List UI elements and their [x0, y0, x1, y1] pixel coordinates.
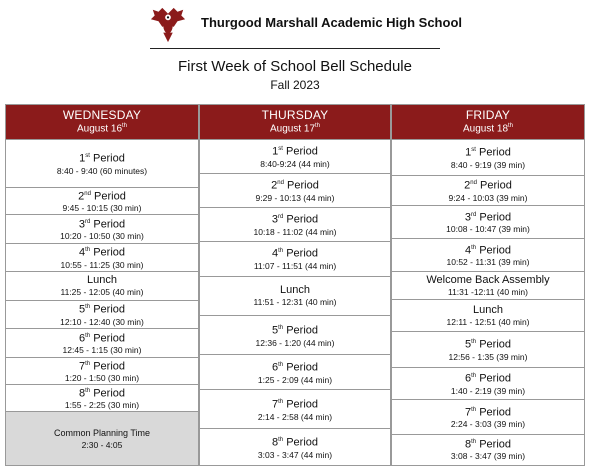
day-date	[6, 123, 198, 134]
period-number: 2	[464, 179, 471, 192]
period-number: 8	[79, 387, 86, 400]
period-cell	[200, 389, 390, 428]
period-number: 8	[465, 438, 472, 451]
period-time: 12:45 - 1:15 (30 min)	[62, 345, 142, 356]
date-text: August 17	[269, 123, 316, 135]
period-time: 10:52 - 11:31 (39 min)	[446, 257, 530, 268]
period-ordinal: rd	[277, 214, 284, 221]
period-name	[6, 427, 198, 440]
period-time: 2:30 - 4:05	[81, 439, 123, 450]
period-label: Period	[286, 436, 318, 449]
period-time: 11:51 - 12:31 (40 min)	[253, 296, 337, 307]
period-name	[392, 274, 584, 287]
date-suffix: th	[315, 123, 321, 129]
period-time: 9:29 - 10:13 (44 min)	[255, 192, 335, 203]
period-label: Period	[93, 246, 125, 259]
period-name	[6, 150, 198, 166]
period-label: Period	[286, 361, 318, 374]
period-label: Period	[480, 179, 512, 192]
period-name	[200, 245, 390, 261]
period-number: 4	[465, 244, 472, 257]
period-number: 3	[464, 211, 471, 224]
period-time: 9:45 - 10:15 (30 min)	[62, 203, 142, 214]
period-name	[6, 385, 198, 401]
period-ordinal: th	[471, 339, 477, 346]
period-time: 11:25 - 12:05 (40 min)	[60, 287, 144, 297]
header-divider	[150, 48, 440, 49]
period-time: 1:55 - 2:25 (30 min)	[64, 400, 140, 411]
period-ordinal: th	[85, 387, 91, 394]
period-name	[200, 396, 390, 412]
period-ordinal: th	[278, 248, 284, 255]
period-label: Period	[286, 324, 318, 337]
period-number: 2	[78, 190, 85, 203]
period-time: 12:11 - 12:51 (40 min)	[446, 316, 530, 327]
period-number: 2	[271, 179, 278, 192]
period-time: 10:08 - 10:47 (39 min)	[446, 224, 530, 235]
period-label: Period	[93, 303, 125, 316]
period-ordinal: nd	[470, 180, 477, 187]
period-number: 5	[465, 338, 472, 351]
period-cell	[392, 399, 584, 434]
period-cell	[200, 173, 390, 208]
period-time: 11:31 -12:11 (40 min)	[447, 286, 528, 297]
period-name	[6, 330, 198, 346]
period-ordinal: rd	[84, 218, 91, 225]
period-cell	[200, 315, 390, 354]
period-number: 6	[272, 361, 279, 374]
period-ordinal: th	[278, 436, 284, 443]
period-cell	[392, 139, 584, 175]
period-cell	[200, 139, 390, 173]
period-time: 1:40 - 2:19 (39 min)	[450, 385, 526, 396]
period-number: 4	[272, 248, 279, 261]
period-time: 12:10 - 12:40 (30 min)	[60, 316, 144, 327]
period-ordinal: th	[85, 360, 91, 367]
period-number: 6	[79, 332, 86, 345]
period-ordinal: th	[85, 247, 91, 254]
period-time: 8:40 - 9:40 (60 minutes)	[56, 165, 148, 176]
page-title: First Week of School Bell Schedule	[177, 58, 412, 75]
day-name: WEDNESDAY	[62, 108, 142, 122]
period-time: 12:36 - 1:20 (44 min)	[255, 337, 335, 348]
period-time: 8:40-9:24 (44 min)	[260, 158, 330, 169]
period-time: 3:08 - 3:47 (39 min)	[450, 451, 526, 462]
period-name	[6, 301, 198, 317]
period-name	[200, 434, 390, 450]
period-time: 3:03 - 3:47 (44 min)	[257, 449, 333, 460]
period-number: 1	[272, 145, 279, 158]
day-column	[199, 104, 391, 466]
period-cell	[392, 238, 584, 271]
period-name	[392, 436, 584, 452]
period-number: 7	[465, 406, 472, 419]
period-cell	[200, 428, 390, 465]
period-time: 2:24 - 3:03 (39 min)	[450, 419, 526, 430]
period-time: 9:24 - 10:03 (39 min)	[448, 192, 528, 203]
period-time: 12:56 - 1:35 (39 min)	[448, 351, 528, 362]
bell-schedule-table	[5, 104, 585, 466]
period-label: Period	[479, 244, 511, 257]
period-time: 8:40 - 9:19 (39 min)	[450, 159, 526, 170]
period-label: Period	[286, 248, 318, 261]
period-label: Period	[286, 398, 318, 411]
period-time: 10:55 - 11:25 (30 min)	[60, 259, 144, 270]
period-name	[6, 216, 198, 232]
period-name	[392, 242, 584, 258]
period-label: Period	[93, 218, 126, 231]
period-time: 1:25 - 2:09 (44 min)	[257, 374, 333, 385]
period-cell	[6, 384, 198, 411]
period-cell	[392, 299, 584, 331]
period-number: 4	[79, 246, 86, 259]
period-label: Period	[286, 145, 318, 158]
period-ordinal: st	[85, 153, 90, 160]
period-number: 7	[79, 360, 86, 373]
period-ordinal: nd	[84, 190, 91, 197]
period-ordinal: rd	[470, 211, 477, 218]
period-ordinal: th	[471, 438, 477, 445]
day-header	[6, 105, 198, 139]
period-cell	[392, 175, 584, 205]
period-label: Period	[479, 211, 512, 224]
period-name	[392, 209, 584, 225]
planning-time-cell	[6, 411, 198, 465]
period-number: 1	[465, 146, 472, 159]
date-text: August 16	[76, 123, 123, 135]
period-ordinal: st	[278, 146, 283, 152]
period-number: 7	[272, 398, 279, 411]
period-cell	[6, 357, 198, 384]
date-suffix: th	[508, 123, 514, 129]
day-date	[200, 123, 390, 134]
period-label: Lunch	[87, 274, 117, 286]
period-ordinal: th	[471, 373, 477, 380]
period-cell	[392, 271, 584, 299]
period-cell	[6, 328, 198, 357]
day-header	[200, 105, 390, 139]
period-cell	[6, 187, 198, 214]
date-text: August 18	[462, 123, 509, 135]
period-ordinal: th	[278, 361, 284, 368]
period-name	[6, 358, 198, 374]
period-cell	[200, 207, 390, 241]
period-label: Period	[94, 190, 126, 203]
period-label: Period	[93, 152, 125, 165]
period-number: 5	[79, 303, 86, 316]
period-name	[392, 304, 584, 317]
period-cell	[6, 300, 198, 328]
period-name	[6, 188, 198, 204]
period-cell	[6, 243, 198, 271]
period-number: 5	[272, 324, 279, 337]
period-number: 1	[79, 152, 86, 165]
period-cell	[200, 354, 390, 389]
period-label: Welcome Back Assembly	[426, 273, 550, 286]
period-label: Lunch	[473, 303, 503, 316]
date-suffix: th	[122, 123, 128, 129]
period-time: 1:20 - 1:50 (30 min)	[64, 373, 140, 384]
period-cell	[392, 205, 584, 238]
period-label: Period	[287, 179, 319, 192]
document-header	[0, 0, 590, 100]
period-number: 3	[78, 218, 85, 231]
period-cell	[6, 214, 198, 243]
period-cell	[392, 331, 584, 367]
term-label: Fall 2023	[270, 78, 320, 92]
period-name	[6, 274, 198, 287]
day-column	[5, 104, 199, 466]
period-label: Period	[93, 332, 125, 345]
period-label: Period	[479, 146, 511, 159]
period-name	[200, 359, 390, 375]
period-ordinal: th	[85, 332, 91, 339]
day-date	[392, 123, 584, 134]
period-name	[200, 143, 390, 159]
period-label: Common Planning Time	[53, 427, 151, 438]
period-time: 2:14 - 2:58 (44 min)	[257, 411, 333, 422]
period-name	[200, 284, 390, 297]
eagle-logo-icon	[149, 6, 187, 44]
period-name	[200, 322, 390, 338]
period-name	[6, 244, 198, 260]
day-header	[392, 105, 584, 139]
period-cell	[6, 139, 198, 187]
period-name	[392, 404, 584, 420]
period-name	[200, 211, 390, 227]
period-cell	[200, 241, 390, 276]
period-label: Period	[479, 438, 511, 451]
period-label: Period	[479, 372, 511, 385]
period-number: 3	[271, 213, 278, 226]
period-name	[392, 177, 584, 193]
period-ordinal: th	[278, 324, 284, 331]
period-label: Period	[286, 213, 319, 226]
school-name: Thurgood Marshall Academic High School	[201, 15, 462, 30]
period-name	[392, 336, 584, 352]
period-ordinal: th	[85, 304, 91, 311]
period-ordinal: th	[278, 398, 284, 405]
period-cell	[392, 367, 584, 399]
period-time: 10:20 - 10:50 (30 min)	[60, 231, 144, 242]
period-label: Lunch	[280, 283, 310, 296]
period-name	[200, 177, 390, 193]
period-ordinal: th	[471, 244, 477, 251]
period-name	[392, 144, 584, 160]
period-name	[392, 370, 584, 386]
period-ordinal: nd	[277, 180, 284, 187]
period-cell	[6, 271, 198, 300]
period-label: Period	[93, 360, 125, 373]
period-ordinal: th	[471, 406, 477, 413]
period-number: 8	[272, 436, 279, 449]
period-number: 6	[465, 372, 472, 385]
period-cell	[392, 434, 584, 463]
period-time: 10:18 - 11:02 (44 min)	[253, 226, 337, 237]
day-column	[391, 104, 585, 466]
period-label: Period	[479, 338, 511, 351]
period-time: 11:07 - 11:51 (44 min)	[253, 261, 337, 272]
period-ordinal: st	[471, 147, 476, 154]
day-name: THURSDAY	[261, 108, 329, 122]
period-label: Period	[93, 387, 125, 400]
day-name: FRIDAY	[465, 108, 511, 122]
period-cell	[200, 276, 390, 315]
period-label: Period	[479, 406, 511, 419]
